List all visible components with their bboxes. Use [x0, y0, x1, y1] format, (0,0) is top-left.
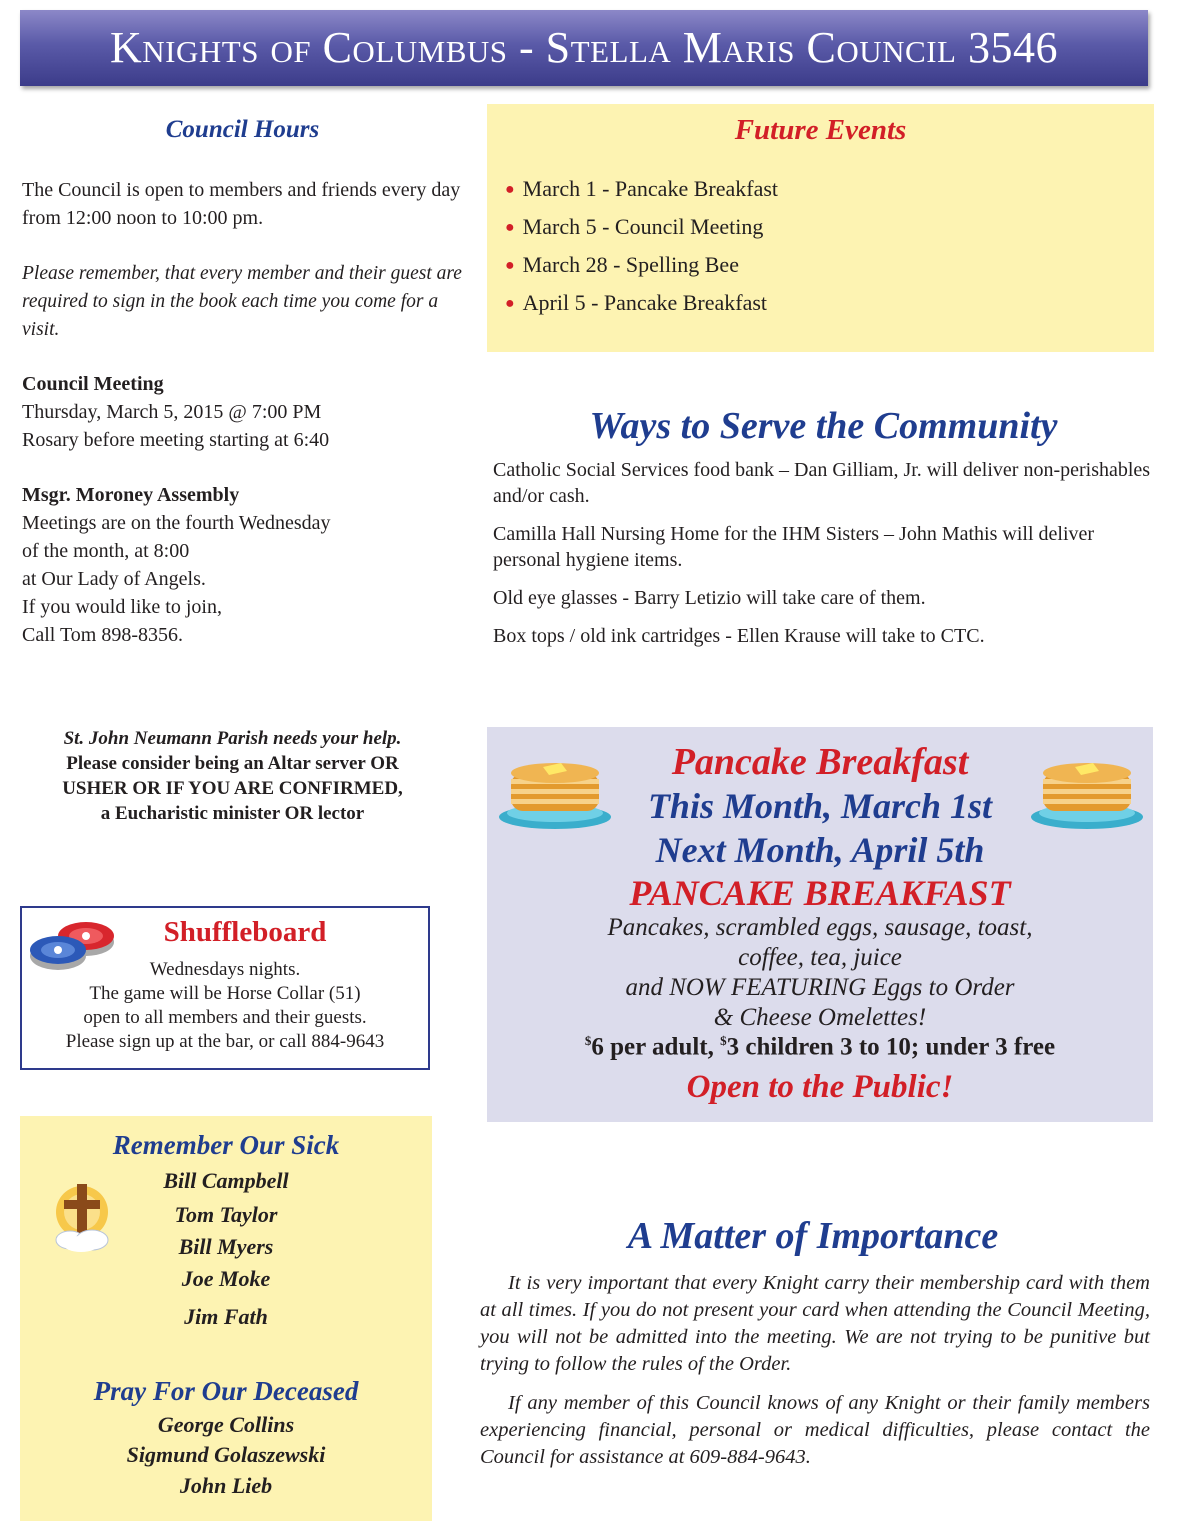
matter-paragraph: If any member of this Council knows of any Knight or their family members experiencing financial, personal or medical difficulties, please contact the Council for assistance at 609-884-9643.	[480, 1392, 1150, 1468]
shuffleboard-text	[22, 958, 428, 1054]
parish-help-line: a Eucharistic minister OR lector	[100, 803, 365, 824]
sick-name: Tom Taylor	[174, 1202, 278, 1227]
shuffleboard-title: Shuffleboard	[163, 916, 327, 948]
council-remember-text: Please remember, that every member and their guest are required to sign in the book each time you come for a visit.	[22, 263, 462, 340]
event-label: March 1 - Pancake Breakfast	[522, 176, 779, 201]
price-adult: 6 per adult,	[591, 1033, 721, 1061]
pancake-title: Pancake Breakfast	[671, 741, 969, 783]
serve-item: Box tops / old ink cartridges - Ellen Krause will take to CTC.	[493, 625, 985, 647]
bullet-icon: ●	[505, 257, 515, 274]
pancake-title-upper: PANCAKE BREAKFAST	[629, 873, 1011, 913]
parish-help-line: St. John Neumann Parish needs your help.	[63, 728, 402, 749]
dollar-sign: $	[584, 1033, 592, 1048]
event-item	[505, 246, 778, 284]
assembly-line: at Our Lady of Angels.	[22, 568, 206, 590]
serve-item: Catholic Social Services food bank – Dan Gilliam, Jr. will deliver non-perishables and/or cash.	[493, 459, 1151, 507]
sick-name: Bill Campbell	[163, 1168, 289, 1193]
parish-help-line: USHER OR IF YOU ARE CONFIRMED,	[62, 778, 403, 799]
shuffleboard-line: The game will be Horse Collar (51)	[89, 983, 361, 1004]
parish-help-line: Please consider being an Altar server OR	[66, 753, 399, 774]
future-events-title: Future Events	[734, 114, 907, 146]
price-children: 3 children 3 to 10; under 3 free	[726, 1033, 1056, 1061]
bullet-icon: ●	[505, 181, 515, 198]
council-meeting-rosary: Rosary before meeting starting at 6:40	[22, 429, 330, 451]
shuffleboard-line: open to all members and their guests.	[83, 1007, 367, 1028]
assembly-block	[22, 481, 462, 649]
serve-item: Camilla Hall Nursing Home for the IHM Sisters – John Mathis will deliver personal hygiene items.	[493, 523, 1095, 571]
assembly-line: of the month, at 8:00	[22, 540, 190, 562]
shuffleboard-line: Please sign up at the bar, or call 884-9643	[65, 1031, 385, 1052]
sick-name: Joe Moke	[181, 1266, 271, 1291]
pancake-menu-line: & Cheese Omelettes!	[713, 1004, 927, 1031]
serve-item: Old eye glasses - Barry Letizio will take care of them.	[493, 587, 926, 609]
future-events-list	[505, 170, 778, 322]
deceased-title: Pray For Our Deceased	[93, 1376, 359, 1406]
shuffleboard-box	[20, 906, 430, 1070]
deceased-name: Sigmund Golaszewski	[126, 1442, 326, 1467]
sick-name: Bill Myers	[178, 1234, 274, 1259]
shuffleboard-line: Wednesdays nights.	[149, 959, 301, 980]
pancake-next-month: Next Month, April 5th	[655, 830, 985, 870]
sick-deceased-panel	[20, 1116, 432, 1521]
sick-title: Remember Our Sick	[112, 1130, 340, 1160]
event-item	[505, 284, 778, 322]
council-meeting-title: Council Meeting	[22, 373, 164, 395]
matter-title: A Matter of Importance	[627, 1215, 999, 1257]
pancake-menu-line: coffee, tea, juice	[738, 944, 902, 971]
pancake-open-public: Open to the Public!	[686, 1069, 954, 1105]
assembly-line: Meetings are on the fourth Wednesday	[22, 512, 331, 534]
deceased-name: George Collins	[157, 1412, 295, 1437]
bullet-icon: ●	[505, 219, 515, 236]
pancake-price	[487, 1033, 1153, 1061]
event-label: April 5 - Pancake Breakfast	[522, 290, 768, 315]
council-hours-title: Council Hours	[165, 116, 320, 143]
serve-list	[493, 457, 1158, 661]
event-item	[505, 208, 778, 246]
serve-title: Ways to Serve the Community	[589, 405, 1058, 447]
pancake-menu-line: Pancakes, scrambled eggs, sausage, toast,	[607, 914, 1033, 941]
event-label: March 5 - Council Meeting	[522, 214, 764, 239]
assembly-line: If you would like to join,	[22, 596, 222, 618]
council-meeting-date: Thursday, March 5, 2015 @ 7:00 PM	[22, 401, 322, 423]
council-open-text: The Council is open to members and friends every day from 12:00 noon to 10:00 pm.	[22, 179, 461, 229]
council-meeting-block	[22, 370, 462, 454]
sick-name: Jim Fath	[184, 1304, 268, 1329]
event-item	[505, 170, 778, 208]
bullet-icon: ●	[505, 295, 515, 312]
newsletter-banner	[20, 10, 1148, 86]
pancake-menu-line: and NOW FEATURING Eggs to Order	[625, 974, 1015, 1001]
newsletter-title: Knights of Columbus - Stella Maris Council 3546	[110, 23, 1058, 72]
matter-paragraph: It is very important that every Knight carry their membership card with them at all times. If you do not present your card when attending the Council Meeting, you will not be admitted into the meeting. We are not trying to be punitive but trying to follow the rules of the Order.	[480, 1272, 1150, 1375]
event-label: March 28 - Spelling Bee	[522, 252, 739, 277]
matter-text	[480, 1270, 1150, 1483]
assembly-title: Msgr. Moroney Assembly	[22, 484, 240, 506]
pancake-breakfast-panel	[487, 727, 1153, 1122]
pancake-this-month: This Month, March 1st	[647, 786, 993, 826]
parish-help-notice	[20, 726, 445, 826]
deceased-name: John Lieb	[179, 1473, 273, 1498]
dollar-sign: $	[720, 1033, 727, 1048]
future-events-panel	[487, 104, 1154, 352]
assembly-line: Call Tom 898-8356.	[22, 624, 184, 646]
